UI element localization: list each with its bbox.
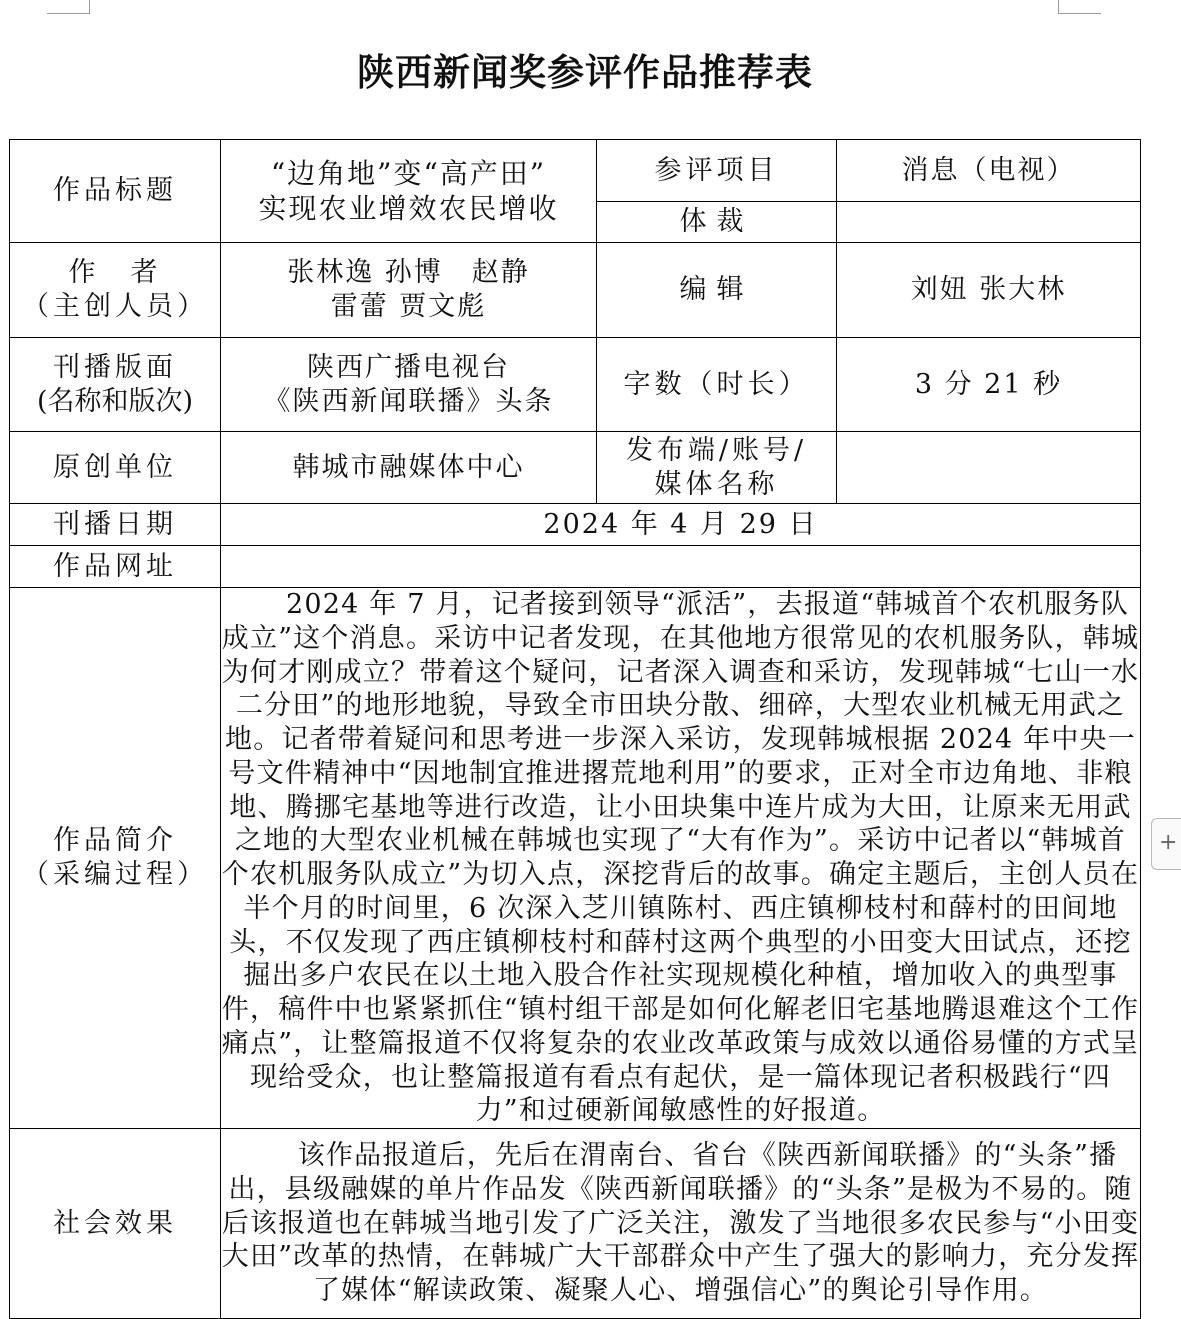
recommendation-form-table bbox=[9, 139, 1141, 1319]
plus-icon: + bbox=[1159, 830, 1178, 855]
summary-text: 2024 年 7 月，记者接到领导“派活”，去报道“韩城首个农机服务队成立”这个消息。采访中记者发现，在其他地方很常见的农机服务队，韩城为何才刚成立？带着这个疑问，记者深入调查和采访，发现韩城“七山一水二分田”的地形地貌，导致全市田块分散、细碎，大型农业机械无用武之地。记者带着疑问和思考进一步深入采访，发现韩城根据 2024 年中央一号文件精神中“因地制宜推进撂荒地利用”的要求，正对全市边角地、非粮地、腾挪宅基地等进行改造，让小田块集中连片成为大田，让原来无用武之地的大型农业机械在韩城也实现了“大有作为”。采访中记者以“韩城首个农机服务队成立”为切入点，深挖背后的故事。确定主题后，主创人员在半个月的时间里，6 次深入芝川镇陈村、西庄镇柳枝村和薛村的田间地头，不仅发现了西庄镇柳枝村和薛村这两个典型的小田变大田试点，还挖掘出多户农民在以土地入股合作社实现规模化种植，增加收入的典型事件，稿件中也紧紧抓住“镇村组干部是如何化解老旧宅基地腾退难这个工作痛点”，让整篇报道不仅将复杂的农业改革政策与成效以通俗易懂的方式呈现给受众，也让整篇报道有看点有起伏，是一篇体现记者积极践行“四力”和过硬新闻敏感性的好报道。 bbox=[221, 589, 1140, 1127]
impact-label-cell bbox=[10, 1129, 221, 1319]
unit-label-cell bbox=[10, 432, 221, 504]
author-label-cell bbox=[10, 243, 221, 338]
category-value: 消息（电视） bbox=[901, 154, 1076, 186]
editors-value: 刘妞 张大林 bbox=[910, 274, 1067, 306]
platform-value-cell bbox=[837, 432, 1141, 504]
editors-value-cell bbox=[837, 243, 1141, 338]
category-label: 参评项目 bbox=[654, 154, 779, 186]
title-value-cell bbox=[221, 140, 597, 243]
date-label: 刊播日期 bbox=[53, 508, 177, 540]
summary-label-line1: 作品简介 bbox=[53, 825, 177, 857]
authors-value-cell bbox=[221, 243, 597, 338]
unit-label: 原创单位 bbox=[53, 451, 177, 483]
summary-label-cell bbox=[10, 588, 221, 1129]
title-label: 作品标题 bbox=[53, 175, 177, 207]
publication-row bbox=[10, 338, 1141, 432]
platform-label-line1: 发布端/账号/ bbox=[625, 434, 808, 466]
authors-line1: 张林逸 孙博 赵静 bbox=[287, 257, 530, 289]
date-label-cell bbox=[10, 504, 221, 546]
platform-label-cell bbox=[597, 432, 837, 504]
publication-label-line2: (名称和版次) bbox=[36, 385, 194, 417]
publication-label-line1: 刊播版面 bbox=[53, 351, 177, 383]
length-label-cell bbox=[597, 338, 837, 432]
author-row bbox=[10, 243, 1141, 338]
category-value-cell bbox=[837, 140, 1141, 202]
impact-text-cell bbox=[221, 1129, 1141, 1319]
date-row bbox=[10, 504, 1141, 546]
summary-text-cell bbox=[221, 588, 1141, 1129]
length-value-cell bbox=[837, 338, 1141, 432]
url-value-cell bbox=[221, 546, 1141, 588]
side-expand-tab[interactable] bbox=[1151, 818, 1181, 870]
editor-label-cell bbox=[597, 243, 837, 338]
title-value-line1: “边角地”变“高产田” bbox=[270, 157, 547, 190]
length-value: 3 分 21 秒 bbox=[914, 368, 1063, 400]
summary-row bbox=[10, 588, 1141, 1129]
editor-label: 编辑 bbox=[679, 274, 754, 306]
page-corner-mark-right bbox=[1058, 0, 1101, 14]
date-value: 2024 年 4 月 29 日 bbox=[543, 508, 818, 540]
unit-row bbox=[10, 432, 1141, 504]
impact-label: 社会效果 bbox=[53, 1207, 177, 1239]
url-label-cell bbox=[10, 546, 221, 588]
genre-value-cell bbox=[837, 202, 1141, 243]
publication-line2: 《陕西新闻联播》头条 bbox=[263, 385, 554, 417]
impact-row bbox=[10, 1129, 1141, 1319]
url-label: 作品网址 bbox=[53, 550, 177, 582]
genre-label: 体裁 bbox=[679, 206, 754, 238]
length-label: 字数（时长） bbox=[623, 368, 810, 400]
unit-value: 韩城市融媒体中心 bbox=[292, 451, 525, 483]
summary-label-line2: （采编过程） bbox=[22, 859, 208, 890]
title-value-line2: 实现农业增效农民增收 bbox=[258, 192, 559, 225]
authors-line2: 雷蕾 贾文彪 bbox=[330, 291, 487, 322]
unit-value-cell bbox=[221, 432, 597, 504]
publication-line1: 陕西广播电视台 bbox=[307, 351, 510, 383]
publication-label-cell bbox=[10, 338, 221, 432]
impact-text: 该作品报道后，先后在渭南台、省台《陕西新闻联播》的“头条”播出，县级融媒的单片作品发《陕西新闻联播》的“头条”是极为不易的。随后该报道也在韩城当地引发了广泛关注，激发了当地很多农民参与“小田变大田”改革的热情，在韩城广大干部群众中产生了强大的影响力，充分发挥了媒体“解读政策、凝聚人心、增强信心”的舆论引导作用。 bbox=[221, 1140, 1140, 1307]
title-row bbox=[10, 140, 1141, 202]
date-value-cell bbox=[221, 504, 1141, 546]
author-label-line2: （主创人员） bbox=[22, 291, 208, 322]
publication-value-cell bbox=[221, 338, 597, 432]
title-label-cell bbox=[10, 140, 221, 243]
platform-label-line2: 媒体名称 bbox=[654, 468, 779, 500]
document-title: 陕西新闻奖参评作品推荐表 bbox=[357, 51, 813, 94]
page-corner-mark-left bbox=[47, 0, 90, 14]
url-row bbox=[10, 546, 1141, 588]
author-label-line1: 作 者 bbox=[68, 257, 162, 289]
category-label-cell bbox=[597, 140, 837, 202]
genre-label-cell bbox=[597, 202, 837, 243]
